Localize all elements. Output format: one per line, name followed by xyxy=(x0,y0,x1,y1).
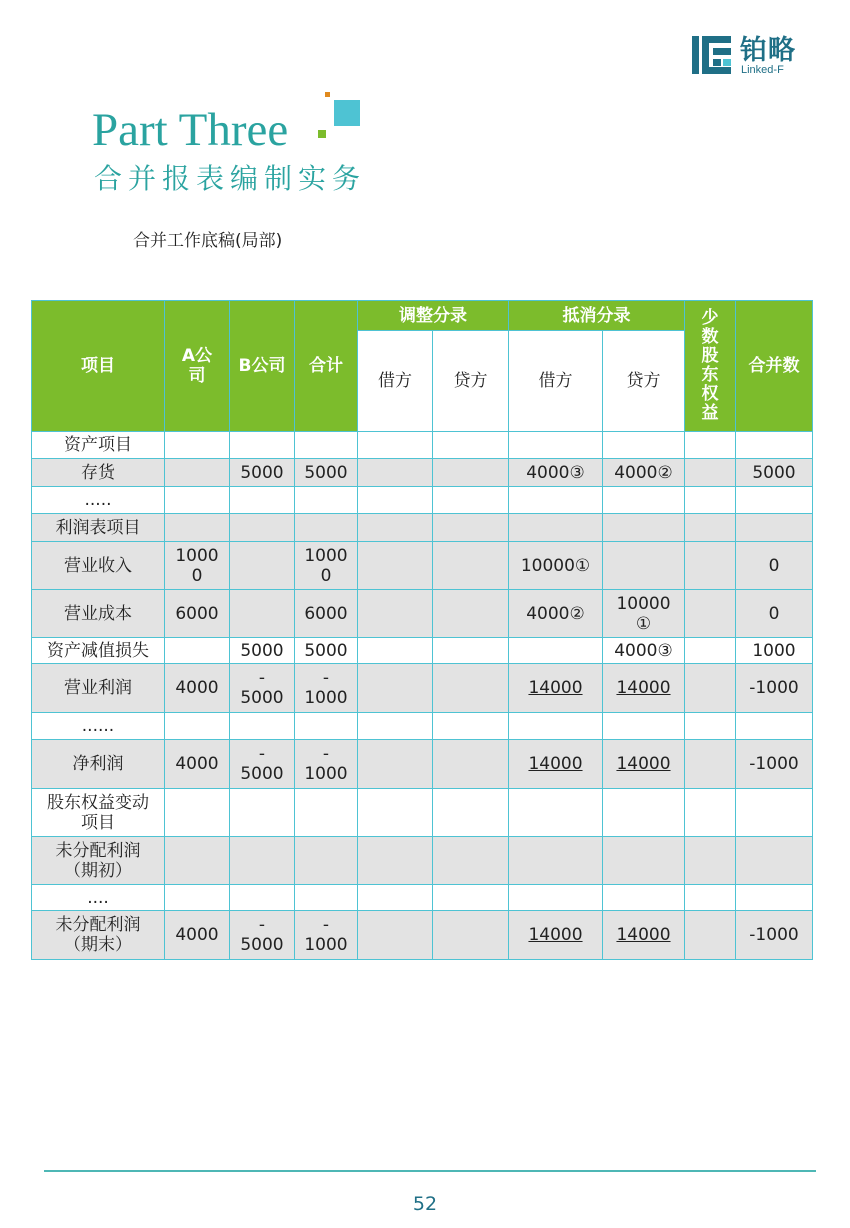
value-cell xyxy=(295,789,358,837)
value-cell xyxy=(433,837,509,885)
value-cell: 4000③ xyxy=(603,638,685,664)
row-label-cell: 存货 xyxy=(32,459,165,487)
value-cell: - 5000 xyxy=(230,911,295,960)
value-cell xyxy=(685,487,736,514)
value-cell xyxy=(685,514,736,542)
value-cell: 6000 xyxy=(295,590,358,638)
decorative-squares-icon xyxy=(316,92,366,142)
table-row xyxy=(32,789,813,837)
value-cell xyxy=(165,885,230,911)
value-cell: 14000 xyxy=(603,664,685,713)
value-cell xyxy=(603,514,685,542)
value-cell: 14000 xyxy=(509,911,603,960)
header-total: 合计 xyxy=(295,301,358,432)
value-cell xyxy=(509,487,603,514)
value-cell xyxy=(736,713,813,740)
value-cell xyxy=(433,432,509,459)
value-cell xyxy=(165,432,230,459)
value-cell xyxy=(603,837,685,885)
header-elimination: 抵消分录 xyxy=(509,301,685,331)
value-cell xyxy=(230,542,295,590)
value-cell xyxy=(358,713,433,740)
value-cell xyxy=(358,487,433,514)
value-cell xyxy=(295,713,358,740)
row-label-cell: 未分配利润 （期末） xyxy=(32,911,165,960)
value-cell xyxy=(358,459,433,487)
value-cell xyxy=(433,713,509,740)
table-row xyxy=(32,590,813,638)
footer-divider xyxy=(44,1170,816,1172)
value-cell xyxy=(685,590,736,638)
value-cell xyxy=(685,713,736,740)
page-number: 52 xyxy=(412,1193,438,1215)
value-cell: 5000 xyxy=(736,459,813,487)
value-cell: 0 xyxy=(736,542,813,590)
value-cell xyxy=(685,911,736,960)
value-cell xyxy=(736,487,813,514)
value-cell xyxy=(433,789,509,837)
value-cell xyxy=(685,542,736,590)
value-cell: 14000 xyxy=(603,740,685,789)
value-cell xyxy=(358,789,433,837)
value-cell xyxy=(685,789,736,837)
table-row xyxy=(32,514,813,542)
value-cell xyxy=(433,638,509,664)
row-label-cell: ..... xyxy=(32,487,165,514)
value-cell xyxy=(433,911,509,960)
brand-logo-icon xyxy=(692,36,736,74)
value-cell xyxy=(358,514,433,542)
brand-name: 铂略 xyxy=(740,35,796,66)
value-cell xyxy=(433,885,509,911)
value-cell: 0 xyxy=(736,590,813,638)
value-cell xyxy=(433,514,509,542)
value-cell xyxy=(736,514,813,542)
value-cell xyxy=(736,789,813,837)
value-cell xyxy=(433,459,509,487)
value-cell xyxy=(295,487,358,514)
value-cell xyxy=(230,837,295,885)
value-cell: -1000 xyxy=(736,740,813,789)
value-cell: 10000 ① xyxy=(603,590,685,638)
table-row xyxy=(32,432,813,459)
value-cell: - 1000 xyxy=(295,664,358,713)
value-cell: - 5000 xyxy=(230,664,295,713)
value-cell xyxy=(358,885,433,911)
value-cell xyxy=(509,837,603,885)
value-cell: - 5000 xyxy=(230,740,295,789)
value-cell xyxy=(230,590,295,638)
value-cell: 4000③ xyxy=(509,459,603,487)
table-row xyxy=(32,837,813,885)
value-cell: - 1000 xyxy=(295,740,358,789)
value-cell xyxy=(685,459,736,487)
value-cell: 14000 xyxy=(603,911,685,960)
header-elimination-debit: 借方 xyxy=(509,331,603,432)
value-cell xyxy=(509,713,603,740)
value-cell xyxy=(165,459,230,487)
value-cell: 5000 xyxy=(295,459,358,487)
value-cell xyxy=(165,638,230,664)
brand-logo xyxy=(692,36,812,76)
row-label-cell: 利润表项目 xyxy=(32,514,165,542)
value-cell xyxy=(433,740,509,789)
value-cell xyxy=(736,432,813,459)
table-row xyxy=(32,740,813,789)
value-cell xyxy=(509,789,603,837)
value-cell: 4000② xyxy=(603,459,685,487)
value-cell xyxy=(603,885,685,911)
value-cell: 4000 xyxy=(165,911,230,960)
value-cell: 4000 xyxy=(165,740,230,789)
value-cell xyxy=(295,885,358,911)
row-label-cell: 资产项目 xyxy=(32,432,165,459)
table-row xyxy=(32,459,813,487)
brand-tagline: Linked-F xyxy=(741,64,784,76)
header-minority-interest: 少 数 股 东 权 益 xyxy=(685,301,736,432)
value-cell: 10000① xyxy=(509,542,603,590)
value-cell xyxy=(165,487,230,514)
value-cell: 5000 xyxy=(230,638,295,664)
row-label-cell: 资产减值损失 xyxy=(32,638,165,664)
value-cell: 5000 xyxy=(230,459,295,487)
value-cell xyxy=(685,432,736,459)
value-cell xyxy=(433,590,509,638)
header-company-a: A公 司 xyxy=(165,301,230,432)
value-cell xyxy=(685,885,736,911)
value-cell: 4000② xyxy=(509,590,603,638)
value-cell: -1000 xyxy=(736,664,813,713)
value-cell: 14000 xyxy=(509,740,603,789)
value-cell xyxy=(230,487,295,514)
table-row xyxy=(32,885,813,911)
value-cell xyxy=(685,740,736,789)
worksheet-body xyxy=(32,432,813,960)
table-row xyxy=(32,638,813,664)
value-cell xyxy=(295,837,358,885)
header-item: 项目 xyxy=(32,301,165,432)
value-cell xyxy=(509,432,603,459)
value-cell xyxy=(358,911,433,960)
header-adjustment-debit: 借方 xyxy=(358,331,433,432)
table-row xyxy=(32,664,813,713)
value-cell: 5000 xyxy=(295,638,358,664)
table-row xyxy=(32,911,813,960)
value-cell xyxy=(165,789,230,837)
value-cell: 4000 xyxy=(165,664,230,713)
part-title: Part Three xyxy=(92,104,289,156)
value-cell xyxy=(230,885,295,911)
row-label-cell: 营业利润 xyxy=(32,664,165,713)
value-cell xyxy=(230,789,295,837)
value-cell xyxy=(736,837,813,885)
header-adjustment-credit: 贷方 xyxy=(433,331,509,432)
value-cell: 1000 0 xyxy=(165,542,230,590)
value-cell xyxy=(358,664,433,713)
value-cell xyxy=(603,789,685,837)
value-cell xyxy=(509,638,603,664)
consolidation-worksheet-table xyxy=(31,300,813,960)
value-cell xyxy=(685,837,736,885)
value-cell xyxy=(358,638,433,664)
value-cell xyxy=(685,638,736,664)
row-label-cell: 营业收入 xyxy=(32,542,165,590)
value-cell xyxy=(295,432,358,459)
value-cell xyxy=(165,514,230,542)
value-cell: -1000 xyxy=(736,911,813,960)
value-cell xyxy=(433,664,509,713)
value-cell xyxy=(433,542,509,590)
value-cell xyxy=(603,487,685,514)
value-cell xyxy=(295,514,358,542)
table-row xyxy=(32,542,813,590)
value-cell xyxy=(603,432,685,459)
value-cell xyxy=(433,487,509,514)
part-subtitle: 合并报表编制实务 xyxy=(94,162,367,195)
value-cell: 1000 xyxy=(736,638,813,664)
table-row xyxy=(32,713,813,740)
value-cell: 1000 0 xyxy=(295,542,358,590)
row-label-cell: ...... xyxy=(32,713,165,740)
row-label-cell: .... xyxy=(32,885,165,911)
value-cell xyxy=(165,713,230,740)
value-cell xyxy=(685,664,736,713)
value-cell xyxy=(165,837,230,885)
header-consolidated: 合并数 xyxy=(736,301,813,432)
header-elimination-credit: 贷方 xyxy=(603,331,685,432)
row-label-cell: 未分配利润 （期初） xyxy=(32,837,165,885)
value-cell xyxy=(358,590,433,638)
value-cell xyxy=(358,432,433,459)
value-cell xyxy=(230,713,295,740)
header-company-b: B公司 xyxy=(230,301,295,432)
header-adjustment: 调整分录 xyxy=(358,301,509,331)
row-label-cell: 营业成本 xyxy=(32,590,165,638)
value-cell: - 1000 xyxy=(295,911,358,960)
table-caption: 合并工作底稿(局部) xyxy=(133,231,283,251)
row-label-cell: 净利润 xyxy=(32,740,165,789)
value-cell xyxy=(509,885,603,911)
value-cell: 14000 xyxy=(509,664,603,713)
value-cell xyxy=(230,514,295,542)
value-cell: 6000 xyxy=(165,590,230,638)
row-label-cell: 股东权益变动 项目 xyxy=(32,789,165,837)
value-cell xyxy=(358,837,433,885)
value-cell xyxy=(736,885,813,911)
value-cell xyxy=(230,432,295,459)
value-cell xyxy=(603,713,685,740)
value-cell xyxy=(358,740,433,789)
value-cell xyxy=(509,514,603,542)
table-row xyxy=(32,487,813,514)
value-cell xyxy=(603,542,685,590)
value-cell xyxy=(358,542,433,590)
